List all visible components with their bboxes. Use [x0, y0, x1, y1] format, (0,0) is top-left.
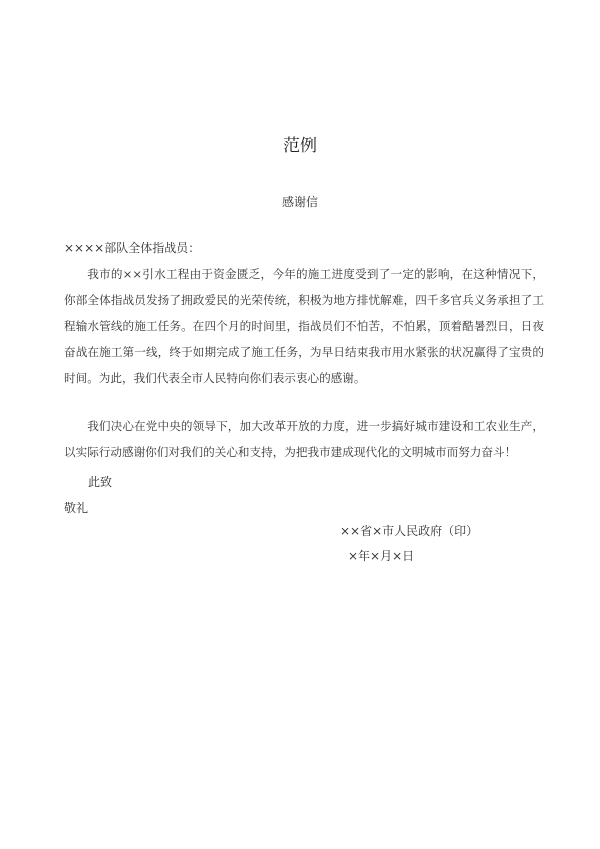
letter-signer: ××省×市人民政府（印）: [340, 524, 479, 538]
letter-title: 感谢信: [281, 195, 318, 209]
letter-closing-cizhi: 此致: [88, 475, 113, 489]
letter-salutation: ××××部队全体指战员：: [64, 241, 201, 255]
letter-paragraph-2: 我们决心在党中央的领导下，加大改革开放的力度，进一步搞好城市建设和工农业生产，以实际行动感谢你们对我们的关心和支持，为把我市建成现代化的文明城市而努力奋斗！: [64, 419, 544, 459]
letter-date: ×年×月×日: [348, 549, 415, 563]
letter-paragraph-1: 我市的××引水工程由于资金匮乏，今年的施工进度受到了一定的影响，在这种情况下，你部全体指战员发扬了拥政爱民的光荣传统，积极为地方排忧解难，四千多官兵义务承担了工程输水管线的施工任务。在四个月的时间里，指战员们不怕苦，不怕累，顶着酷暑烈日，日夜奋战在施工第一线，终于如期完成了施工任务，为早日结束我市用水紧张的状况赢得了宝贵的时间。为此，我们代表全市人民特向你们表示衷心的感谢。: [64, 267, 544, 385]
document-heading: 范例: [283, 136, 317, 156]
letter-closing-jingli: 敬礼: [64, 501, 89, 515]
